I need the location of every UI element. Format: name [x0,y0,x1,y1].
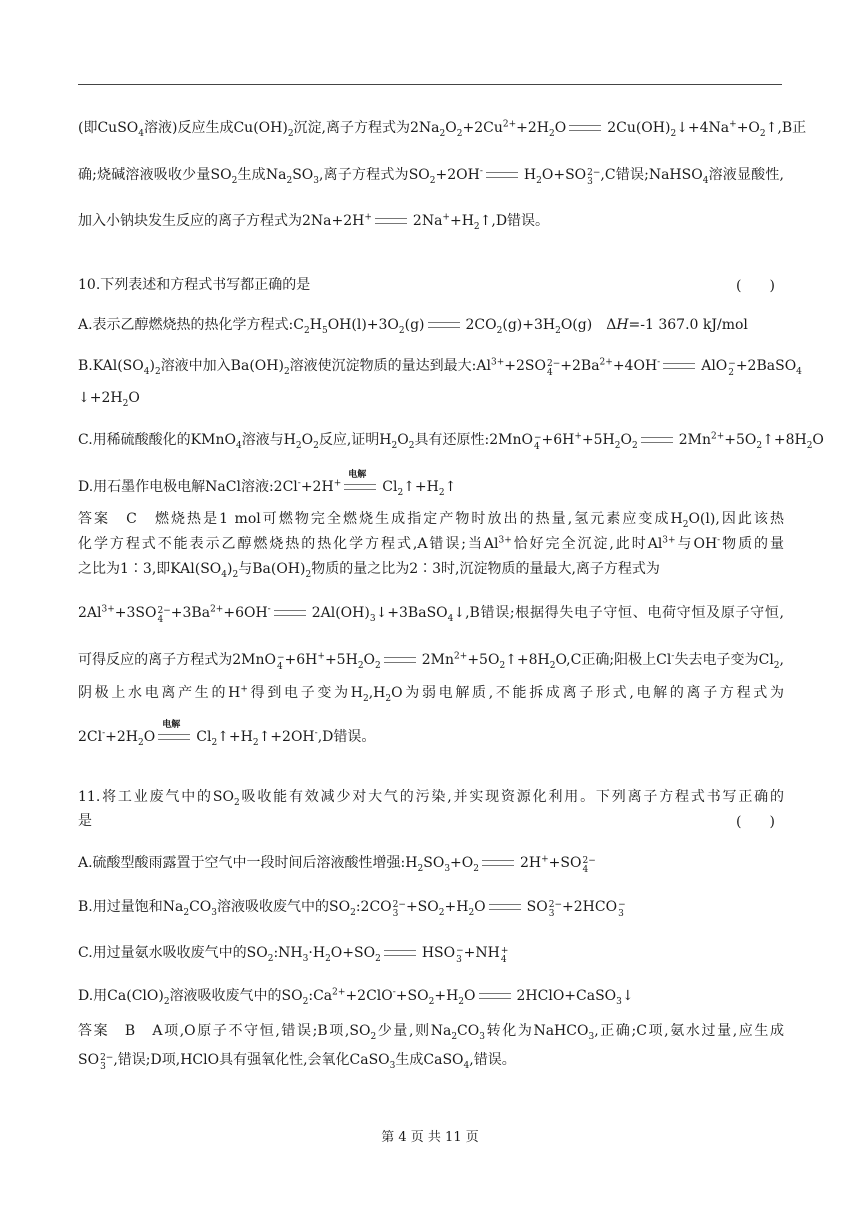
question-11-stem-cont: 是 [78,813,92,829]
question-10-answer-line-6: 阴极上水电离产生的H+得到电子变为$H_2,H_2O$为弱电解质,不能拆成离子形式,电解的离子方程式为 [78,684,784,704]
question-11-option-c: C.用过量氨水吸收废气中的$SO_2:NH_3\cdot H_2O+SO_2$ HSO − 3 +NH + 4 [78,945,509,965]
text-line-03: 加入小钠块发生反应的离子方程式为2Na+2H+ $2Na^++H_2↑,D$错误。 [78,212,550,232]
page-footer: 第 4 页 共 11 页 [381,1130,479,1145]
question-10-answer-line-1: 答案 C 燃烧热是1 mol可燃物完全燃烧生成指定产物时放出的热量,氢元素应变成$H_2O(l)$,因此该热 [78,511,784,530]
question-10-answer-line-7: $2Cl^-+2H_2O$ 电解 $Cl_2↑+H_2↑+2OH^-,D$错误。 [78,720,376,748]
question-10-option-a: A.表示乙醇燃烧热的热化学方程式$:C_2H_5OH(l)+3O_2(g)$ $2CO_2(g)+3H_2O(g)$ ΔH=-1 367.0 kJ/mol [78,317,748,336]
question-11-option-a: A.硫酸型酸雨露置于空气中一段时间后溶液酸性增强$:H_2SO_3+O_2$ 2H++SO 2− 4 [78,854,596,875]
question-11-stem: 11.将工业废气中的$SO_2$吸收能有效减少对大气的污染,并实现资源化利用。下列离子方程式书写正确的 [78,789,784,808]
text-line-01: (即CuSO$_4$溶液)反应生成$Cu(OH)_2$沉淀,离子方程式为$2Na_2O_2+2Cu^{2+}+2H_2O$ $2Cu(OH)_2↓+4Na^++O_2↑,B$正 [78,119,807,139]
question-11-answer-line-2: SO 2− 3 ,错误;D项,HClO具有强氧化性,会氧化CaSO$_3$生成CaSO$_4$,错误。 [78,1052,516,1072]
text-line-02: 确;烧碱溶液吸收少量$SO_2$生成$Na_2SO_3$,离子方程式为$SO_2+2OH^-$ $H_2O+SO$ 2− 3 ,C错误;NaHSO$_4$溶液显酸性, [78,166,784,187]
question-11-answer-blank: ( ) [736,814,775,830]
question-10-answer-line-4: $2Al^{3+}+3SO$ 2− 4 $+3Ba^{2+}+6OH^-$ $2Al(OH)_3↓+3BaSO_4↓,B$错误;根据得失电子守恒、电荷守恒及原子守恒, [78,604,784,625]
question-10-stem: 10.下列表述和方程式书写都正确的是 [78,277,311,293]
header-rule [78,84,782,85]
question-10-answer-blank: ( ) [736,278,775,294]
question-10-answer-line-3: 之比为1∶3,即$KAl(SO_4)_2$与$Ba(OH)_2$物质的量之比为2∶3时,沉淀物质的量最大,离子方程式为 [78,561,660,580]
question-10-option-b-cont: $↓+2H_2O$ [78,390,140,409]
question-10-option-d: D.用石墨作电极电解NaCl溶液:2Cl-+2H+ 电解 $Cl_2↑+H_2↑$ [78,470,457,498]
question-10-option-b: $B.KAl(SO_4)_2$溶液中加入$Ba(OH)_2$溶液使沉淀物质的量达到最大$:Al^{3+}+2SO$ 2− 4 $+2Ba^{2+}+4OH^-$ AlO − 2 +2BaSO$_4$ [78,357,802,378]
question-10-answer-line-2: 化学方程式不能表示乙醇燃烧热的热化学方程式,A错误;当$Al^{3+}$恰好完全沉淀,此时$Al^{3+}$与OH-物质的量 [78,535,785,552]
question-10-answer-line-5: 可得反应的离子方程式为2MnO − 4 $+6H^++5H_2O_2$ $2Mn^{2+}+5O_2↑+8H_2O,C$正确;阳极上Cl-失去电子变为$Cl_2$, [78,651,784,672]
question-10-option-c: C.用稀硫酸酸化的KMnO$_4$溶液与$H_2O_2$反应,证明$H_2O_2$具有还原性:2MnO − 4 $+6H^++5H_2O_2$ $2Mn^{2+}+5O_2↑+8H_2O$ [78,431,824,452]
question-11-answer-line-1: 答案 B A项,O原子不守恒,错误;B项$,SO_2$少量,则$Na_2CO_3$转化为NaHCO$_3$,正确;C项,氨水过量,应生成 [78,1023,784,1042]
question-11-option-d: D.用$Ca(ClO)_2$溶液吸收废气中的$SO_2:Ca^{2+}+2ClO^-+SO_2+H_2O$ 2HClO+CaSO$_3$↓ [78,987,634,1007]
question-11-option-b: B.用过量饱和$Na_2CO_3$溶液吸收废气中的$SO_2:2CO$ 2− 3 $+SO_2+H_2O$ SO 2− 3 +2HCO − 3 [78,899,626,919]
